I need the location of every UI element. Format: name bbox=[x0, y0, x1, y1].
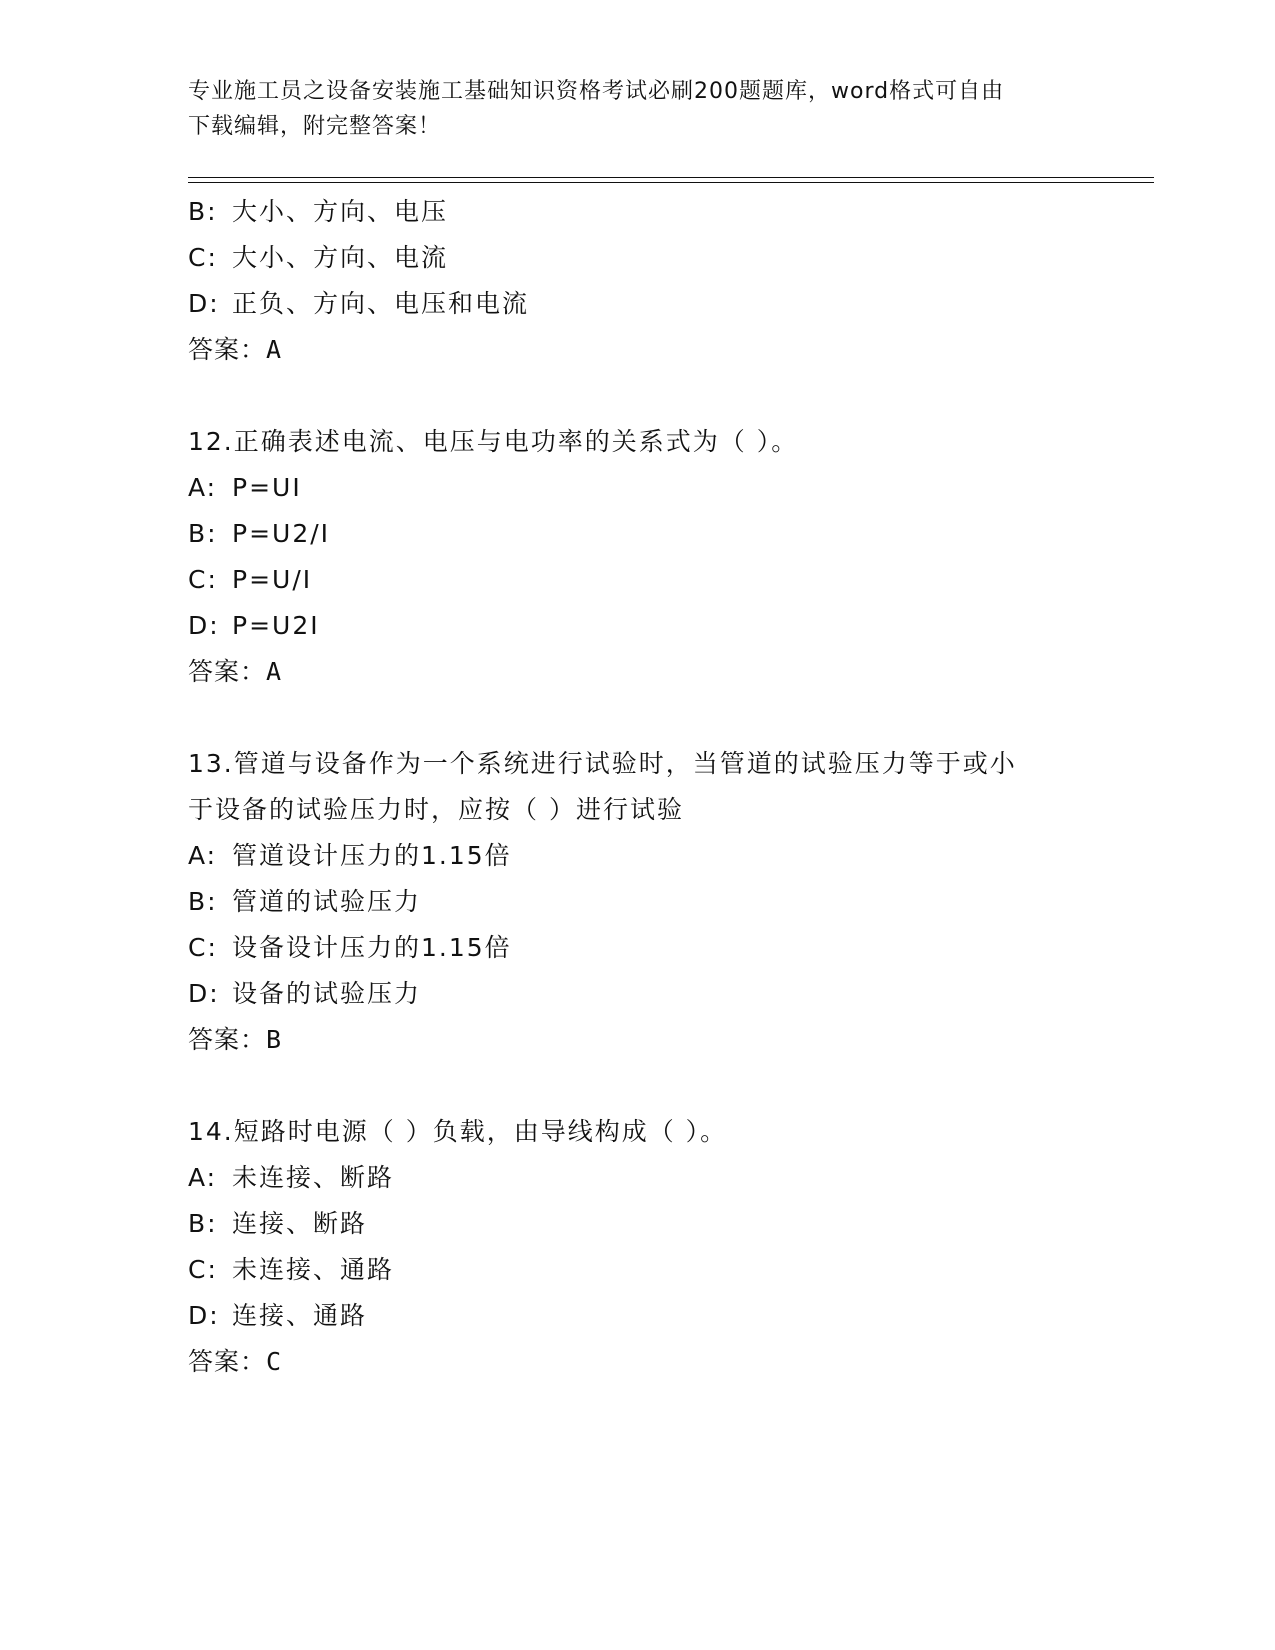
option-b bbox=[188, 879, 1088, 925]
option-text: 大小、方向、电压 bbox=[232, 197, 449, 226]
question-text: 14.短路时电源（ ）负载，由导线构成（ ）。 bbox=[188, 1117, 728, 1146]
option-text: 设备设计压力的1.15倍 bbox=[232, 933, 512, 962]
option-a bbox=[188, 465, 1088, 511]
question-text-line-1: 13.管道与设备作为一个系统进行试验时，当管道的试验压力等于或小 bbox=[188, 749, 1017, 778]
option-text: 大小、方向、电流 bbox=[232, 243, 449, 272]
header-line-2: 下载编辑，附完整答案！ bbox=[188, 114, 442, 139]
answer-value: A bbox=[266, 335, 283, 364]
option-c bbox=[188, 925, 1088, 971]
option-label: B: bbox=[188, 519, 218, 548]
option-d bbox=[188, 971, 1088, 1017]
option-label: D: bbox=[188, 611, 220, 640]
option-text: 连接、通路 bbox=[232, 1301, 368, 1330]
option-d bbox=[188, 603, 1088, 649]
answer-label: 答案： bbox=[188, 335, 267, 364]
option-b bbox=[188, 1201, 1088, 1247]
option-a bbox=[188, 833, 1088, 879]
option-text: 连接、断路 bbox=[232, 1209, 368, 1238]
option-label: A: bbox=[188, 1163, 218, 1192]
document-header bbox=[188, 74, 1068, 144]
option-label: D: bbox=[188, 289, 220, 318]
option-c bbox=[188, 235, 1088, 281]
answer-line bbox=[188, 649, 1088, 695]
option-text: P=U2/I bbox=[232, 519, 331, 548]
option-b bbox=[188, 511, 1088, 557]
option-text: P=UI bbox=[232, 473, 302, 502]
spacer bbox=[188, 695, 1088, 741]
question-13 bbox=[188, 741, 1088, 1063]
option-label: C: bbox=[188, 1255, 218, 1284]
answer-line bbox=[188, 1339, 1088, 1385]
option-a bbox=[188, 1155, 1088, 1201]
question-14 bbox=[188, 1109, 1088, 1385]
option-c bbox=[188, 1247, 1088, 1293]
option-label: B: bbox=[188, 887, 218, 916]
option-text: 设备的试验压力 bbox=[232, 979, 422, 1008]
header-divider-bottom bbox=[188, 182, 1154, 183]
answer-label: 答案： bbox=[188, 657, 267, 686]
question-12 bbox=[188, 419, 1088, 695]
answer-label: 答案： bbox=[188, 1347, 267, 1376]
option-label: A: bbox=[188, 473, 218, 502]
option-label: C: bbox=[188, 933, 218, 962]
option-text: 正负、方向、电压和电流 bbox=[232, 289, 530, 318]
spacer bbox=[188, 373, 1088, 419]
option-label: C: bbox=[188, 243, 218, 272]
option-text: P=U/I bbox=[232, 565, 313, 594]
option-b bbox=[188, 189, 1088, 235]
answer-value: C bbox=[266, 1347, 283, 1376]
option-label: C: bbox=[188, 565, 218, 594]
option-label: B: bbox=[188, 1209, 218, 1238]
question-text: 12.正确表述电流、电压与电功率的关系式为（ ）。 bbox=[188, 427, 799, 456]
spacer bbox=[188, 1063, 1088, 1109]
option-text: 未连接、断路 bbox=[232, 1163, 395, 1192]
question-text-line-2: 于设备的试验压力时，应按（ ）进行试验 bbox=[188, 795, 684, 824]
option-text: 未连接、通路 bbox=[232, 1255, 395, 1284]
option-label: A: bbox=[188, 841, 218, 870]
answer-line bbox=[188, 1017, 1088, 1063]
option-text: 管道的试验压力 bbox=[232, 887, 422, 916]
header-divider-top bbox=[188, 177, 1154, 178]
option-d bbox=[188, 281, 1088, 327]
option-text: 管道设计压力的1.15倍 bbox=[232, 841, 512, 870]
option-label: B: bbox=[188, 197, 218, 226]
answer-value: A bbox=[266, 657, 283, 686]
answer-label: 答案： bbox=[188, 1025, 267, 1054]
question-content bbox=[188, 189, 1088, 1385]
answer-line bbox=[188, 327, 1088, 373]
answer-value: B bbox=[266, 1025, 283, 1054]
option-label: D: bbox=[188, 1301, 220, 1330]
header-line-1: 专业施工员之设备安装施工基础知识资格考试必刷200题题库，word格式可自由 bbox=[188, 79, 1005, 104]
option-c bbox=[188, 557, 1088, 603]
option-label: D: bbox=[188, 979, 220, 1008]
question-11-fragment bbox=[188, 189, 1088, 373]
option-text: P=U2I bbox=[232, 611, 320, 640]
option-d bbox=[188, 1293, 1088, 1339]
